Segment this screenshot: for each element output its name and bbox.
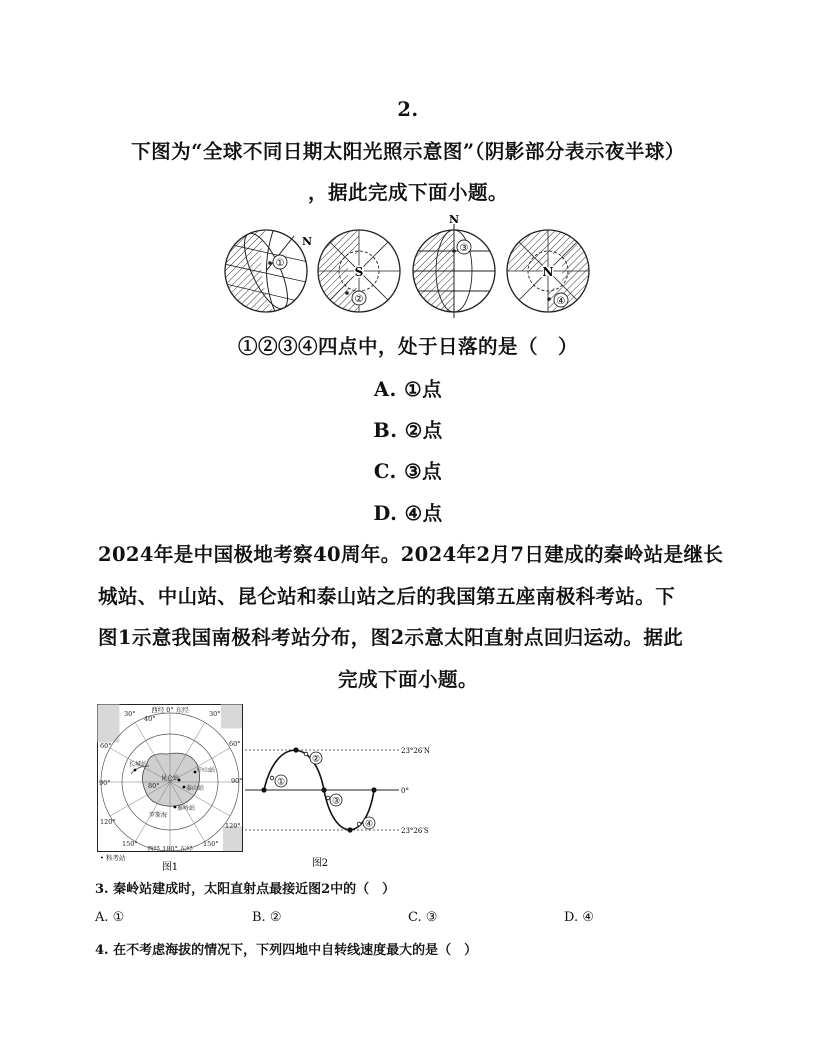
q2-option-a[interactable]: A. ①点 — [373, 378, 443, 401]
globe-4 — [507, 230, 589, 312]
fig2-line-south: 23°26′S — [401, 827, 429, 835]
q3-option-b[interactable]: B. ② — [252, 910, 282, 925]
fig1-lon-r30: 30° — [209, 710, 221, 718]
fig1-lon-l120: 120° — [100, 818, 116, 826]
q2-stem: ①②③④四点中，处于日落的是（ ） — [237, 335, 578, 358]
fig1-ross-sea: 罗斯海 — [149, 812, 168, 819]
globe-label-2: S — [354, 265, 364, 279]
q3-stem: 3. 秦岭站建成时，太阳直射点最接近图2中的（ ） — [95, 882, 396, 897]
q2-option-b[interactable]: B. ②点 — [373, 419, 443, 442]
fig1-legend: • 科考站 — [100, 854, 126, 862]
globe-label-4: N — [542, 265, 554, 279]
passage-line-2: 城站、中山站、昆仑站和泰山站之后的我国第五座南极科考站。下 — [98, 585, 676, 608]
intro-line-1: 下图为“全球不同日期太阳光照示意图”（阴影部分表示夜半球） — [131, 140, 685, 163]
fig1-antarctica-map — [97, 704, 243, 874]
globe-label-3: N — [448, 213, 460, 226]
globe-point-3: ③ — [459, 243, 469, 254]
fig2-caption: 图2 — [311, 858, 329, 869]
passage-line-1: 2024年是中国极地考察40周年。2024年2月7日建成的秦岭站是继长 — [98, 543, 724, 566]
globe-point-2: ② — [354, 294, 364, 305]
fig1-lon-l90: 90° — [99, 779, 111, 787]
fig1-lon-l30: 30° — [124, 710, 136, 718]
globe-point-1: ① — [275, 258, 285, 269]
passage-line-3: 图1示意我国南极科考站分布，图2示意太阳直射点回归运动。据此 — [98, 626, 684, 649]
fig1-lon-l40: 40° — [144, 715, 156, 723]
intro-line-2: ，据此完成下面小题。 — [307, 181, 508, 204]
q3-option-c[interactable]: C. ③ — [408, 910, 438, 925]
q3-option-a[interactable]: A. ① — [95, 910, 125, 925]
globes-figure — [218, 214, 603, 314]
fig1-station-taishan: 泰山站 — [186, 785, 205, 792]
fig1-lon-l150: 150° — [122, 840, 138, 848]
fig1-lon-top: 西经 0° 东经 — [151, 706, 189, 714]
fig1-station-qinling: 秦岭站 — [177, 805, 196, 812]
globe-2 — [318, 230, 400, 312]
fig1-lon-bottom: 西经 180° 东经 — [147, 845, 193, 853]
q2-option-d[interactable]: D. ④点 — [373, 502, 443, 525]
fig1-station-changcheng: 长城站 — [129, 761, 148, 768]
fig1-lon-r60: 60° — [229, 740, 241, 748]
fig1-lon-r150: 150° — [203, 840, 219, 848]
globe-1 — [218, 214, 312, 324]
fig2-point-2: ② — [311, 754, 321, 765]
globe-label-1: N — [302, 235, 313, 248]
globe-3 — [413, 213, 495, 318]
q4-stem: 4. 在不考虑海拔的情况下，下列四地中自转线速度最大的是（ ） — [95, 943, 478, 958]
fig1-lat-80: 80° — [148, 782, 160, 790]
fig1-station-kunlun: 昆仑站 — [161, 775, 180, 782]
q3-option-d[interactable]: D. ④ — [564, 910, 594, 925]
fig2-point-4: ④ — [364, 819, 374, 830]
passage-line-4: 完成下面小题。 — [337, 668, 478, 691]
fig2-point-3: ③ — [331, 796, 341, 807]
fig1-caption: 图1 — [161, 862, 179, 873]
q2-option-c[interactable]: C. ③点 — [373, 460, 443, 483]
fig2-point-1: ① — [276, 777, 286, 788]
fig2-sun-migration — [243, 740, 431, 874]
globe-point-4: ④ — [556, 296, 566, 307]
question-number: 2. — [397, 98, 419, 121]
fig1-lon-l60: 60° — [100, 742, 112, 750]
fig1-lon-r120: 120° — [225, 822, 241, 830]
fig1-station-zhongshan: 中山站 — [197, 767, 216, 774]
fig2-line-north: 23°26′N — [401, 747, 431, 755]
fig1-lon-r90: 90° — [231, 777, 243, 785]
fig2-line-equator: 0° — [401, 787, 409, 795]
